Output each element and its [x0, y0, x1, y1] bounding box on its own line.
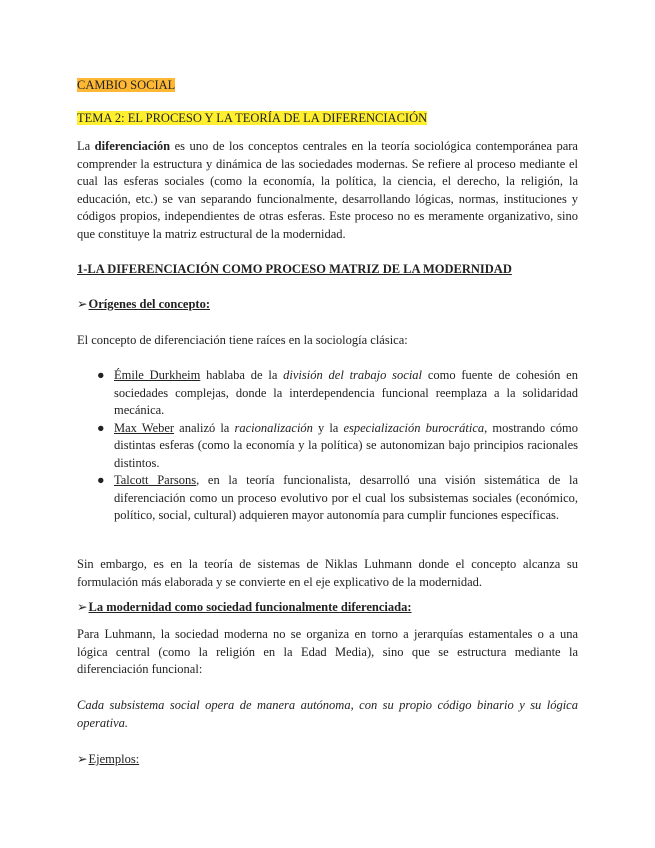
list-item-parsons — [77, 472, 578, 525]
list-text: como fuente de cohesión en sociedades complejas, donde la interdependencia funcional reemplaza a la solidaridad mecánica. — [114, 368, 578, 417]
list-text: hablaba de la — [200, 368, 284, 382]
author-parsons: Talcott Parsons — [114, 473, 197, 487]
author-weber: Max Weber — [114, 420, 175, 435]
ejemplos-heading-text: Ejemplos: — [88, 752, 140, 766]
list-text: , en la teoría funcionalista, desarrolló una visión sistemática de la diferenciación como un proceso evolutivo por el cual los subsistemas sociales (económico, político, social, cultural) adquieren mayor autonomía para cumplir funciones específicas. — [114, 473, 578, 522]
bullet-icon: ● — [97, 420, 105, 435]
topic-heading-text: TEMA 2: EL PROCESO Y LA TEORÍA DE LA DIFERENCIACIÓN — [77, 111, 428, 125]
modernidad-heading — [77, 599, 412, 617]
modernidad-paragraph: Para Luhmann, la sociedad moderna no se organiza en torno a jerarquías estamentales o a una lógica central (como la religión en la Edad Media), sino que se estructura mediante la diferenciación funcional: — [77, 627, 578, 676]
ejemplos-heading — [77, 751, 139, 769]
intro-pre: La — [77, 139, 95, 153]
modernidad-heading-text: La modernidad como sociedad funcionalmente diferenciada: — [88, 600, 412, 614]
list-emphasis: especialización burocrática — [343, 420, 485, 435]
intro-paragraph — [77, 138, 578, 243]
list-emphasis: división del trabajo social — [283, 368, 423, 382]
origenes-heading-text: Orígenes del concepto: — [88, 297, 210, 311]
origenes-lead: El concepto de diferenciación tiene raíces en la sociología clásica: — [77, 333, 408, 347]
arrow-icon: ➢ — [77, 752, 88, 766]
arrow-icon: ➢ — [77, 297, 88, 311]
document-title-text: CAMBIO SOCIAL — [77, 78, 176, 92]
arrow-icon: ➢ — [77, 600, 88, 614]
origenes-heading — [77, 296, 210, 314]
list-text: analizó la — [174, 420, 235, 435]
origenes-closing: Sin embargo, es en la teoría de sistemas de Niklas Luhmann donde el concepto alcanza su formulación más elaborada y se convierte en el eje explicativo de la modernidad. — [77, 557, 578, 589]
intro-post: es uno de los conceptos centrales en la teoría sociológica contemporánea para comprender la estructura y dinámica de las sociedades modernas. Se refiere al proceso mediante el cual las esferas sociales (como la economía, la política, la ciencia, el derecho, la religión, la educación, etc.) se van separando funcionalmente, desarrollando lógicas, normas, instituciones y códigos propios, independientes de otras esferas. Este proceso no es meramente organizativo, sino que constituye la matriz estructural de la modernidad. — [77, 139, 578, 241]
origenes-list — [77, 367, 578, 525]
list-text: y la — [312, 420, 344, 435]
list-item-durkheim — [77, 367, 578, 420]
author-durkheim: Émile Durkheim — [114, 368, 201, 382]
list-emphasis: racionalización — [234, 420, 313, 435]
modernidad-quote: Cada subsistema social opera de manera autónoma, con su propio código binario y su lógica operativa. — [77, 698, 578, 730]
section-heading: 1-LA DIFERENCIACIÓN COMO PROCESO MATRIZ DE LA MODERNIDAD — [77, 262, 512, 276]
document-title — [77, 77, 175, 95]
bullet-icon: ● — [97, 368, 105, 382]
intro-term: diferenciación — [94, 139, 171, 153]
bullet-icon: ● — [97, 473, 105, 487]
topic-heading — [77, 110, 427, 128]
list-text: , mostrando cómo distintas esferas (como la economía y la política) se autonomizan bajo principios racionales distintos. — [114, 420, 578, 470]
list-item-weber — [77, 420, 578, 473]
